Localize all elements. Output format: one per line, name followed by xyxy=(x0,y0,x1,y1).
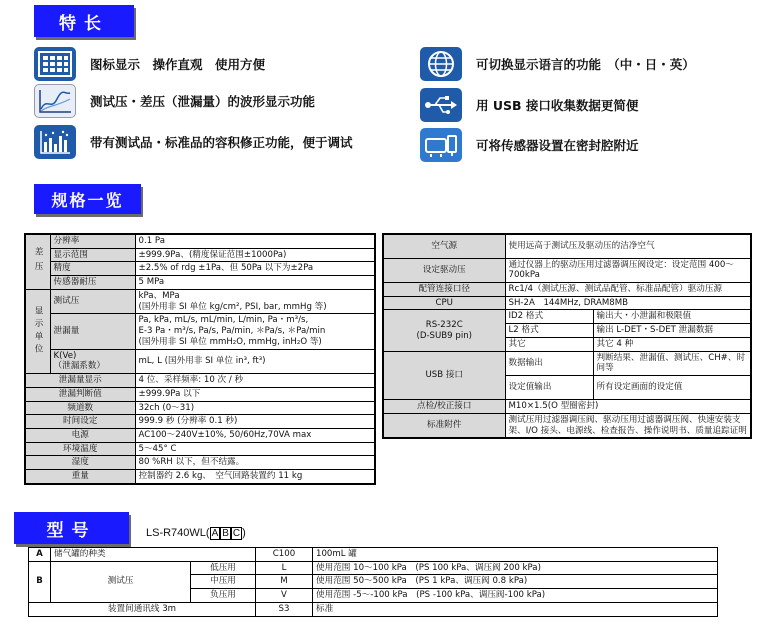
table-row xyxy=(25,234,375,248)
spec-label: USB 接口 xyxy=(383,351,505,399)
model-desc: 使用范围 50～500 kPa (PS 1 kPa、调压阀 0.8 kPa) xyxy=(313,575,718,589)
model-code: A xyxy=(29,548,51,562)
spec-value: 5 MPa xyxy=(135,276,375,290)
spec-label: 设定驱动压 xyxy=(383,258,505,282)
spec-value: 其它 4 种 xyxy=(593,337,751,351)
spec-key: 设定值输出 xyxy=(505,376,593,400)
model-label: 储气罐的种类 xyxy=(51,548,256,562)
table-row xyxy=(29,602,718,616)
spec-value: SH-2A 144MHz, DRAM8MB xyxy=(505,296,751,310)
spec-label: 空气源 xyxy=(383,234,505,258)
spec-label: K(Ve) （泄漏系数） xyxy=(50,349,135,373)
spec-label: 配管连接口径 xyxy=(383,282,505,296)
spec-label: 泄漏量显示 xyxy=(25,374,135,388)
spec-value: 4 位、采样频率: 10 次 / 秒 xyxy=(135,374,375,388)
feature-item xyxy=(34,125,353,159)
model-desc: 使用范围 10～100 kPa (PS 100 kPa、调压阀 200 kPa) xyxy=(313,561,718,575)
model-code-b: B xyxy=(222,528,229,539)
spec-value: 输出大・小泄漏和极限值 xyxy=(593,310,751,324)
model-option: C100 xyxy=(256,548,313,562)
table-row xyxy=(25,349,375,373)
spec-value: 999.9 秒 (分辨率 0.1 秒) xyxy=(135,415,375,429)
spec-label: CPU xyxy=(383,296,505,310)
spec-value: 使用远高于测试压及驱动压的洁净空气 xyxy=(505,234,751,258)
feature-item xyxy=(34,47,265,81)
spec-label: 显示范围 xyxy=(50,248,135,262)
spec-value: kPa、MPa (国外用非 SI 单位 kg/cm², PSI, bar, mmHg 等) xyxy=(135,289,375,313)
spec-value: 控制器约 2.6 kg、 空气回路装置约 11 kg xyxy=(135,470,375,484)
spec-value: 所有设定画面的设定值 xyxy=(593,376,751,400)
model-desc: 100mL 罐 xyxy=(313,548,718,562)
spec-value: ±2.5% of rdg ±1Pa、但 50Pa 以下为±2Pa xyxy=(135,262,375,276)
feature-item xyxy=(420,128,639,162)
spec-label: 环境温度 xyxy=(25,442,135,456)
table-row xyxy=(25,248,375,262)
feature-text: 测试压・差压（泄漏量）的波形显示功能 xyxy=(90,94,316,109)
model-number: LS-R740WL( A B C ) xyxy=(146,527,246,539)
table-row xyxy=(383,400,751,414)
model-sub: 中压用 xyxy=(191,575,256,589)
spec-label: 泄漏判断值 xyxy=(25,387,135,401)
table-row xyxy=(25,401,375,415)
table-row xyxy=(25,387,375,401)
feature-text: 图标显示 操作直观 使用方便 xyxy=(90,57,266,72)
model-option: M xyxy=(256,575,313,589)
model-option: S3 xyxy=(256,602,313,616)
spec-value: 判断结果、泄漏值、测试压、CH#、时间等 xyxy=(593,351,751,375)
table-row xyxy=(25,262,375,276)
waveform-chart-icon xyxy=(34,84,76,118)
feature-text: 可切换显示语言的功能 （中・日・英） xyxy=(476,57,695,72)
spec-key: 其它 xyxy=(505,337,593,351)
spec-label: 精度 xyxy=(50,262,135,276)
table-row xyxy=(25,442,375,456)
spec-value: Rc1/4（测试压源、测试品配管、标准品配管）驱动压源 xyxy=(505,282,751,296)
table-row xyxy=(383,234,751,258)
spec-key: 数据输出 xyxy=(505,351,593,375)
table-row xyxy=(29,561,718,575)
model-title-banner: 型号 xyxy=(14,512,129,544)
feature-text: 带有测试品・标准品的容积修正功能，便于调试 xyxy=(90,135,353,150)
spec-value: AC100～240V±10%, 50/60Hz,70VA max xyxy=(135,429,375,443)
model-option: L xyxy=(256,561,313,575)
feature-item xyxy=(420,88,638,122)
feature-item xyxy=(34,84,315,118)
model-desc: 使用范围 -5～-100 kPa (PS -100 kPa、调压阀-100 kPa) xyxy=(313,589,718,603)
feature-item xyxy=(420,47,695,81)
spec-value: 输出 L-DET・S-DET 泄漏数据 xyxy=(593,324,751,338)
model-label: 测试压 xyxy=(51,561,191,602)
spec-label: 频道数 xyxy=(25,401,135,415)
unit-group-label: 显示单位 xyxy=(25,289,50,373)
table-row xyxy=(383,413,751,438)
table-row xyxy=(383,351,751,375)
model-code: B xyxy=(29,561,51,602)
table-row xyxy=(383,296,751,310)
model-table xyxy=(28,547,718,617)
globe-icon xyxy=(420,47,462,81)
table-row xyxy=(25,314,375,349)
spec-value: mL, L (国外用非 SI 单位 in³, ft³) xyxy=(135,349,375,373)
spec-label: 重量 xyxy=(25,470,135,484)
spec-value: 测试压用过滤器调压阀、驱动压用过滤器调压阀、快速安装支架、I/O 接头、电源线、检查报告、操作说明书、质量追踪证明 xyxy=(505,413,751,438)
feature-text: 用 USB 接口收集数据更简便 xyxy=(476,98,639,113)
model-option: V xyxy=(256,589,313,603)
spec-label: 泄漏量 xyxy=(50,314,135,349)
spec-value: 5～45° C xyxy=(135,442,375,456)
table-row xyxy=(25,456,375,470)
table-row xyxy=(383,258,751,282)
spec-label: 时间设定 xyxy=(25,415,135,429)
features-title: 特长 xyxy=(34,5,134,37)
spec-value: 80 %RH 以下，但不结露。 xyxy=(135,456,375,470)
scatter-chart-icon xyxy=(34,125,76,159)
spec-value: ±999.9Pa、(精度保证范围±1000Pa) xyxy=(135,248,375,262)
model-code-a: A xyxy=(211,528,219,539)
sensor-icon xyxy=(420,128,462,162)
model-label: 装置间通讯线 3m xyxy=(29,602,256,616)
usb-icon xyxy=(420,88,462,122)
spec-value: 32ch (0～31) xyxy=(135,401,375,415)
spec-label: 标准附件 xyxy=(383,413,505,438)
spec-value: ±999.9Pa 以下 xyxy=(135,387,375,401)
spec-value: 通过仪器上的驱动压用过滤器调压阀设定：设定范围 400～700kPa xyxy=(505,258,751,282)
table-row xyxy=(29,548,718,562)
model-sub: 负压用 xyxy=(191,589,256,603)
table-row xyxy=(383,282,751,296)
table-row xyxy=(383,310,751,324)
spec-value: M10×1.5(O 型圈密封) xyxy=(505,400,751,414)
spec-label: 分辨率 xyxy=(50,234,135,248)
spec-key: ID2 格式 xyxy=(505,310,593,324)
rs232c-label: RS-232C (D-SUB9 pin) xyxy=(383,310,505,351)
feature-text: 可将传感器设置在密封腔附近 xyxy=(476,138,639,153)
spec-table-right xyxy=(382,233,752,439)
spec-key: L2 格式 xyxy=(505,324,593,338)
spec-label: 测试压 xyxy=(50,289,135,313)
table-row xyxy=(25,289,375,313)
spec-label: 传感器耐压 xyxy=(50,276,135,290)
diff-group-label: 差压 xyxy=(25,234,50,289)
table-row xyxy=(25,276,375,290)
table-row xyxy=(25,470,375,484)
model-desc: 标准 xyxy=(313,602,718,616)
specs-title: 规格一览 xyxy=(34,184,141,214)
spec-label: 点检/校正接口 xyxy=(383,400,505,414)
model-code-c: C xyxy=(232,528,241,539)
display-grid-icon xyxy=(34,47,76,81)
table-row xyxy=(25,415,375,429)
spec-table-left xyxy=(24,233,376,485)
model-sub: 低压用 xyxy=(191,561,256,575)
spec-label: 湿度 xyxy=(25,456,135,470)
spec-value: 0.1 Pa xyxy=(135,234,375,248)
spec-label: 电源 xyxy=(25,429,135,443)
table-row xyxy=(25,429,375,443)
table-row xyxy=(25,374,375,388)
spec-value: Pa, kPa, mL/s, mL/min, L/min, Pa・m³/s, E-3 Pa・m³/s, Pa/s, Pa/min, ＊Pa/s, ＊Pa/min (国外用非 SI 单位 mmH₂O, mmHg, inH₂O 等) xyxy=(135,314,375,349)
